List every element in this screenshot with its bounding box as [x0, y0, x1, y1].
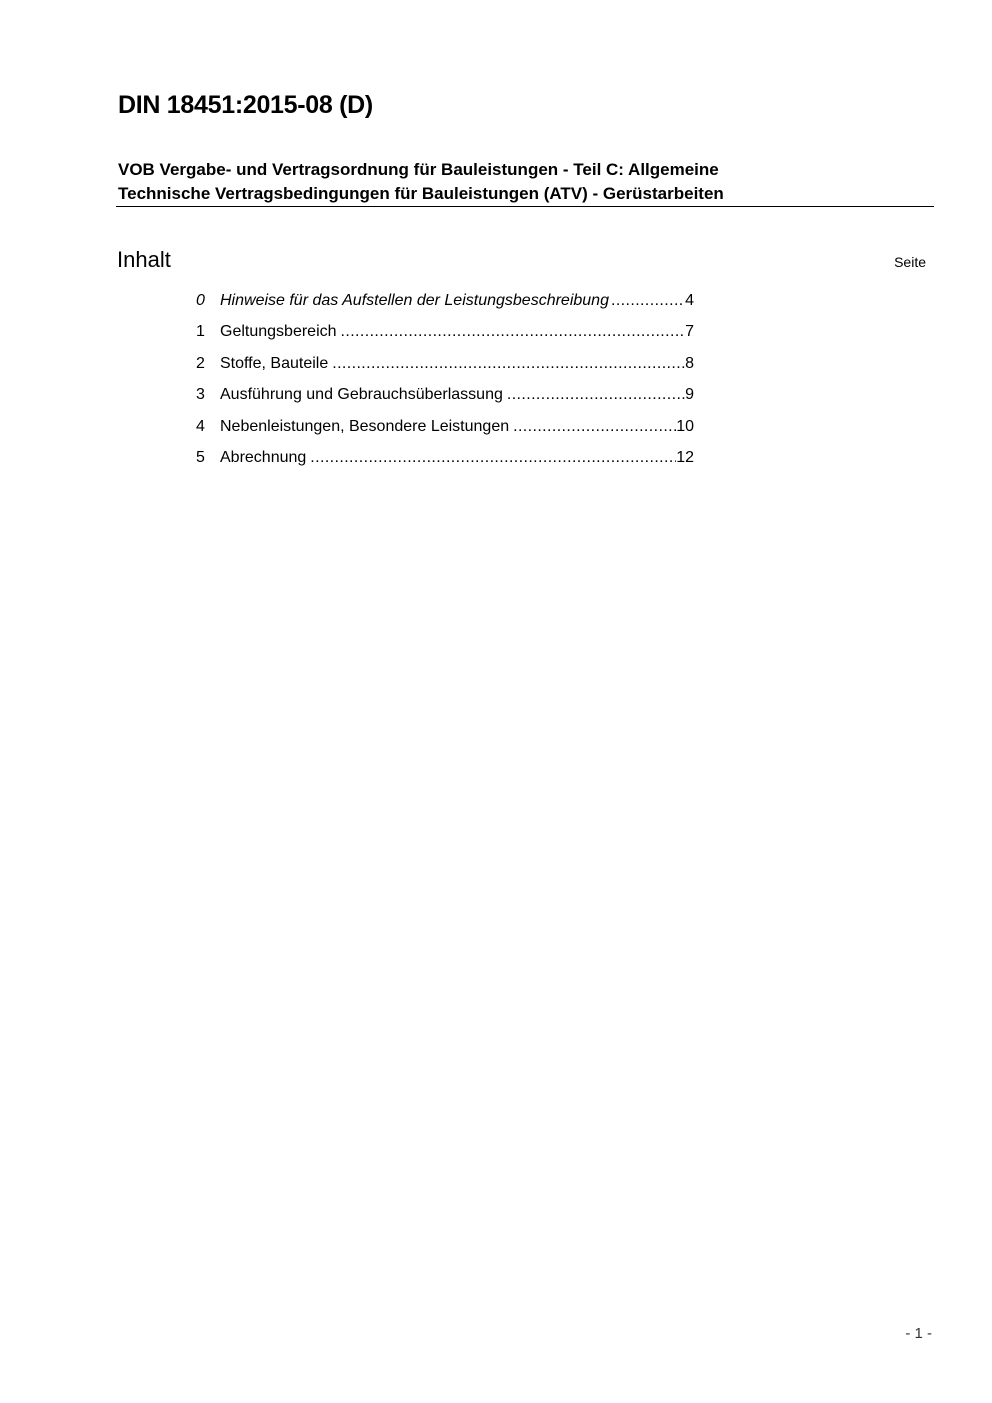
toc-entry-title: Ausführung und Gebrauchsüberlassung	[220, 386, 503, 404]
toc-page-column-label: Seite	[894, 254, 926, 270]
toc-dot-leader	[332, 353, 685, 375]
toc-entry-title: Geltungsbereich	[220, 323, 337, 341]
toc-entry-page: 7	[685, 323, 694, 341]
toc-entry-4[interactable]	[196, 416, 694, 447]
toc-entry-title: Hinweise für das Aufstellen der Leistungsbeschreibung	[220, 292, 609, 309]
subtitle-line: Technische Vertragsbedingungen für Bauleistungen (ATV) - Gerüstarbeiten	[118, 184, 724, 203]
toc-entry-page: 8	[685, 354, 694, 372]
toc-dot-leader	[341, 321, 686, 343]
document-subtitle	[118, 158, 918, 206]
toc-entry-page: 10	[676, 417, 694, 435]
toc-entry-1[interactable]	[196, 321, 694, 352]
toc-entry-number: 2	[196, 354, 205, 372]
toc-entry-number: 1	[196, 323, 205, 341]
toc-entry-page: 12	[676, 448, 694, 466]
toc-entry-page: 9	[685, 386, 694, 404]
toc-entry-title: Abrechnung	[220, 448, 307, 466]
subtitle-line: VOB Vergabe- und Vertragsordnung für Bauleistungen - Teil C: Allgemeine	[118, 160, 719, 179]
toc-entry-number: 4	[196, 417, 205, 435]
toc-entry-number: 3	[196, 386, 205, 404]
header-rule	[116, 206, 934, 207]
page-number: - 1 -	[905, 1325, 932, 1342]
toc-entry-0[interactable]	[196, 290, 694, 321]
toc-entry-3[interactable]	[196, 384, 694, 415]
toc-heading: Inhalt	[117, 247, 171, 272]
toc-entry-title: Stoffe, Bauteile	[220, 354, 329, 372]
toc-entry-number: 5	[196, 448, 205, 466]
toc-dot-leader	[611, 290, 685, 312]
toc-entry-number: 0	[196, 292, 205, 309]
toc-dot-leader	[507, 384, 685, 406]
toc-entry-title: Nebenleistungen, Besondere Leistungen	[220, 417, 510, 435]
toc-dot-leader	[310, 447, 676, 469]
toc-entry-5[interactable]	[196, 447, 694, 478]
toc-entry-page: 4	[685, 292, 694, 309]
document-title: DIN 18451:2015-08 (D)	[118, 91, 373, 119]
table-of-contents	[196, 290, 694, 478]
toc-entry-2[interactable]	[196, 353, 694, 384]
toc-dot-leader	[513, 416, 676, 438]
